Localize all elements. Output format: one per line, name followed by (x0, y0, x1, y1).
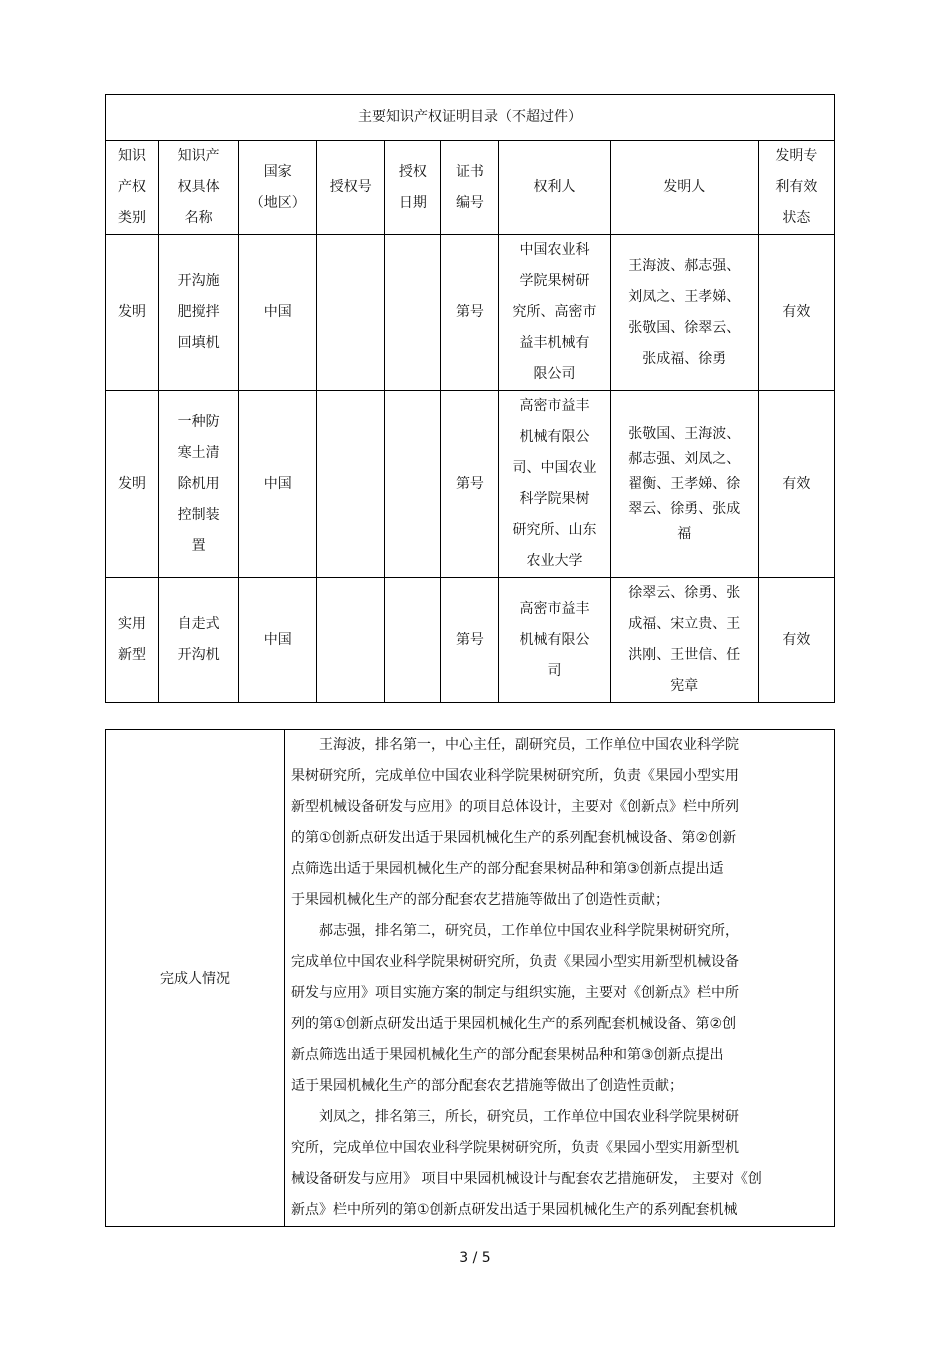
completion-paragraph: 郝志强，排名第二，研究员，工作单位中国农业科学院果树研究所， 完成单位中国农业科学院果树研究所，负责《果园小型实用新型机械设备 研发与应用》项目实施方案的制定与组织实施，主要对《创新点》栏中所 列的第①创新点研发出适于果园机械化生产的系列配套机械设备、第②创 新点筛选出适于果园机械化生产的部分配套果树品种和第③创新点提出 适于果园机械化生产的部分配套农艺措施等做出了创造性贡献； (291, 923, 739, 1094)
cell-status: 有效 (758, 578, 834, 703)
ip-catalog-table (105, 94, 835, 703)
table-row (106, 578, 835, 703)
cell-auth-no (317, 578, 385, 703)
cell-category: 实用 新型 (106, 578, 159, 703)
cell-holder: 高密市益丰 机械有限公 司 (499, 578, 610, 703)
header-inventor: 发明人 (610, 141, 758, 235)
cell-auth-no (317, 391, 385, 578)
completion-paragraph: 王海波，排名第一，中心主任，副研究员，工作单位中国农业科学院 果树研究所，完成单位中国农业科学院果树研究所，负责《果园小型实用 新型机械设备研发与应用》的项目总体设计，主要对《创新点》栏中所列 的第①创新点研发出适于果园机械化生产的系列配套机械设备、第②创新 点筛选出适于果园机械化生产的部分配套果树品种和第③创新点提出适 于果园机械化生产的部分配套农艺措施等做出了创造性贡献； (291, 737, 739, 908)
completion-paragraph: 刘凤之，排名第三，所长，研究员，工作单位中国农业科学院果树研 究所，完成单位中国农业科学院果树研究所，负责《果园小型实用新型机 械设备研发与应用》 项目中果园机械设计与配套农艺措施研发， 主要对《创 新点》栏中所列的第①创新点研发出适于果园机械化生产的系列配套机械 (291, 1109, 762, 1218)
cell-name: 一种防 寒土清 除机用 控制装 置 (159, 391, 239, 578)
table-row (106, 235, 835, 391)
cell-cert-no: 第号 (441, 391, 499, 578)
cell-auth-date (385, 578, 441, 703)
table-row (106, 391, 835, 578)
cell-name: 自走式 开沟机 (159, 578, 239, 703)
cell-country: 中国 (239, 391, 317, 578)
header-auth-date: 授权 日期 (385, 141, 441, 235)
cell-country: 中国 (239, 235, 317, 391)
ip-table-title: 主要知识产权证明目录（不超过件） (106, 95, 835, 141)
cell-inventor: 王海波、郝志强、 刘凤之、王孝娣、 张敬国、徐翠云、 张成福、徐勇 (610, 235, 758, 391)
header-status: 发明专 利有效 状态 (758, 141, 834, 235)
completion-table (105, 729, 835, 1227)
header-category: 知识 产权 类别 (106, 141, 159, 235)
cell-auth-date (385, 235, 441, 391)
cell-category: 发明 (106, 391, 159, 578)
page-number: 3 / 5 (459, 1250, 491, 1266)
cell-name: 开沟施 肥搅拌 回填机 (159, 235, 239, 391)
header-holder: 权利人 (499, 141, 610, 235)
header-name: 知识产 权具体 名称 (159, 141, 239, 235)
cell-holder: 高密市益丰 机械有限公 司、中国农业 科学院果树 研究所、山东 农业大学 (499, 391, 610, 578)
header-auth-no: 授权号 (317, 141, 385, 235)
completion-body (285, 730, 835, 1227)
cell-inventor: 徐翠云、徐勇、张 成福、宋立贵、王 洪刚、王世信、任 宪章 (610, 578, 758, 703)
cell-status: 有效 (758, 391, 834, 578)
cell-cert-no: 第号 (441, 578, 499, 703)
cell-cert-no: 第号 (441, 235, 499, 391)
cell-category: 发明 (106, 235, 159, 391)
cell-auth-date (385, 391, 441, 578)
cell-inventor: 张敬国、王海波、 郝志强、刘凤之、 翟衡、王孝娣、徐 翠云、徐勇、张成 福 (610, 391, 758, 578)
cell-country: 中国 (239, 578, 317, 703)
header-country: 国家 （地区） (239, 141, 317, 235)
header-cert-no: 证书 编号 (441, 141, 499, 235)
cell-holder: 中国农业科 学院果树研 究所、高密市 益丰机械有 限公司 (499, 235, 610, 391)
cell-auth-no (317, 235, 385, 391)
completion-label: 完成人情况 (106, 730, 285, 1227)
cell-status: 有效 (758, 235, 834, 391)
